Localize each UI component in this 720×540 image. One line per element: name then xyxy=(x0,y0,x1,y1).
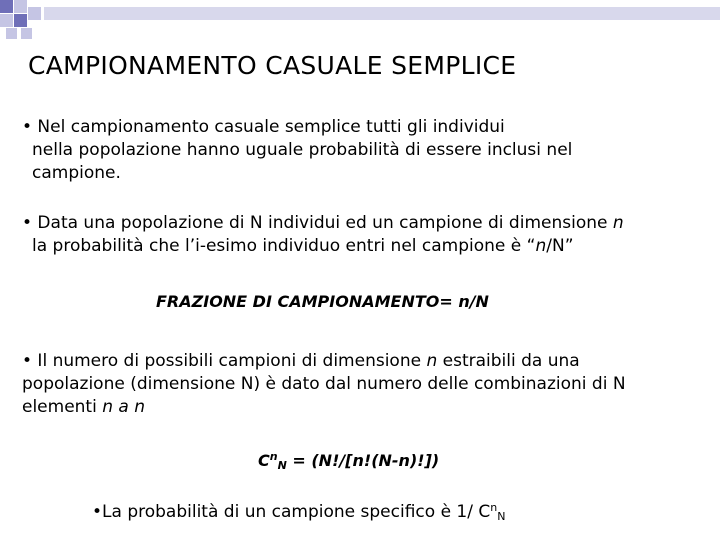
bullet-4 xyxy=(92,496,505,528)
bullet-3-var: n xyxy=(426,351,438,371)
bullet-2-var: n xyxy=(612,213,624,233)
deco-square xyxy=(0,14,13,27)
deco-square xyxy=(28,7,41,20)
bullet-1 xyxy=(22,116,572,185)
bullet-4-text: •La probabilità di un campione specifico è 1/ C xyxy=(92,502,491,522)
header-decoration xyxy=(0,0,720,40)
formula-rest: = (N!/[n!(N-n)!]) xyxy=(286,451,440,470)
formula-fraction: FRAZIONE DI CAMPIONAMENTO= n/N xyxy=(156,292,489,311)
bullet-1-line-2: nella popolazione hanno uguale probabilità di essere inclusi nel xyxy=(32,140,573,160)
bullet-3-text: estraibili da una xyxy=(437,351,580,371)
bullet-4-sub: N xyxy=(497,510,506,523)
bullet-3 xyxy=(22,350,626,419)
bullet-3-text: • Il numero di possibili campioni di dimensione xyxy=(22,351,427,371)
deco-square xyxy=(6,28,17,39)
slide-title: CAMPIONAMENTO CASUALE SEMPLICE xyxy=(28,51,517,80)
deco-square xyxy=(21,28,32,39)
bullet-2-text: • Data una popolazione di N individui ed un campione di dimensione xyxy=(22,213,613,233)
formula-c: C xyxy=(258,451,270,470)
bullet-3-text: elementi xyxy=(22,397,103,417)
bullet-3-line-2: popolazione (dimensione N) è dato dal numero delle combinazioni di N xyxy=(22,374,626,394)
deco-bar xyxy=(44,7,720,20)
bullet-2-text: /N” xyxy=(546,236,574,256)
bullet-2-line-1 xyxy=(22,212,624,235)
bullet-3-line-3 xyxy=(22,396,626,419)
deco-square xyxy=(14,0,27,13)
bullet-2 xyxy=(22,212,624,258)
bullet-2-var: n xyxy=(535,236,547,256)
formula-sub: N xyxy=(277,459,287,472)
bullet-3-var: n a n xyxy=(102,397,146,417)
deco-square xyxy=(0,0,13,13)
bullet-1-line-3: campione. xyxy=(32,163,121,183)
bullet-1-line-1: • Nel campionamento casuale semplice tutti gli individui xyxy=(22,117,505,137)
formula-sup: n xyxy=(269,450,278,463)
bullet-3-line-1 xyxy=(22,350,626,373)
bullet-2-text: la probabilità che l’i-esimo individuo entri nel campione è “ xyxy=(32,236,536,256)
formula-combinations xyxy=(258,450,439,472)
bullet-2-line-2 xyxy=(22,235,624,258)
deco-square xyxy=(14,14,27,27)
bullet-4-sup: n xyxy=(490,501,498,514)
